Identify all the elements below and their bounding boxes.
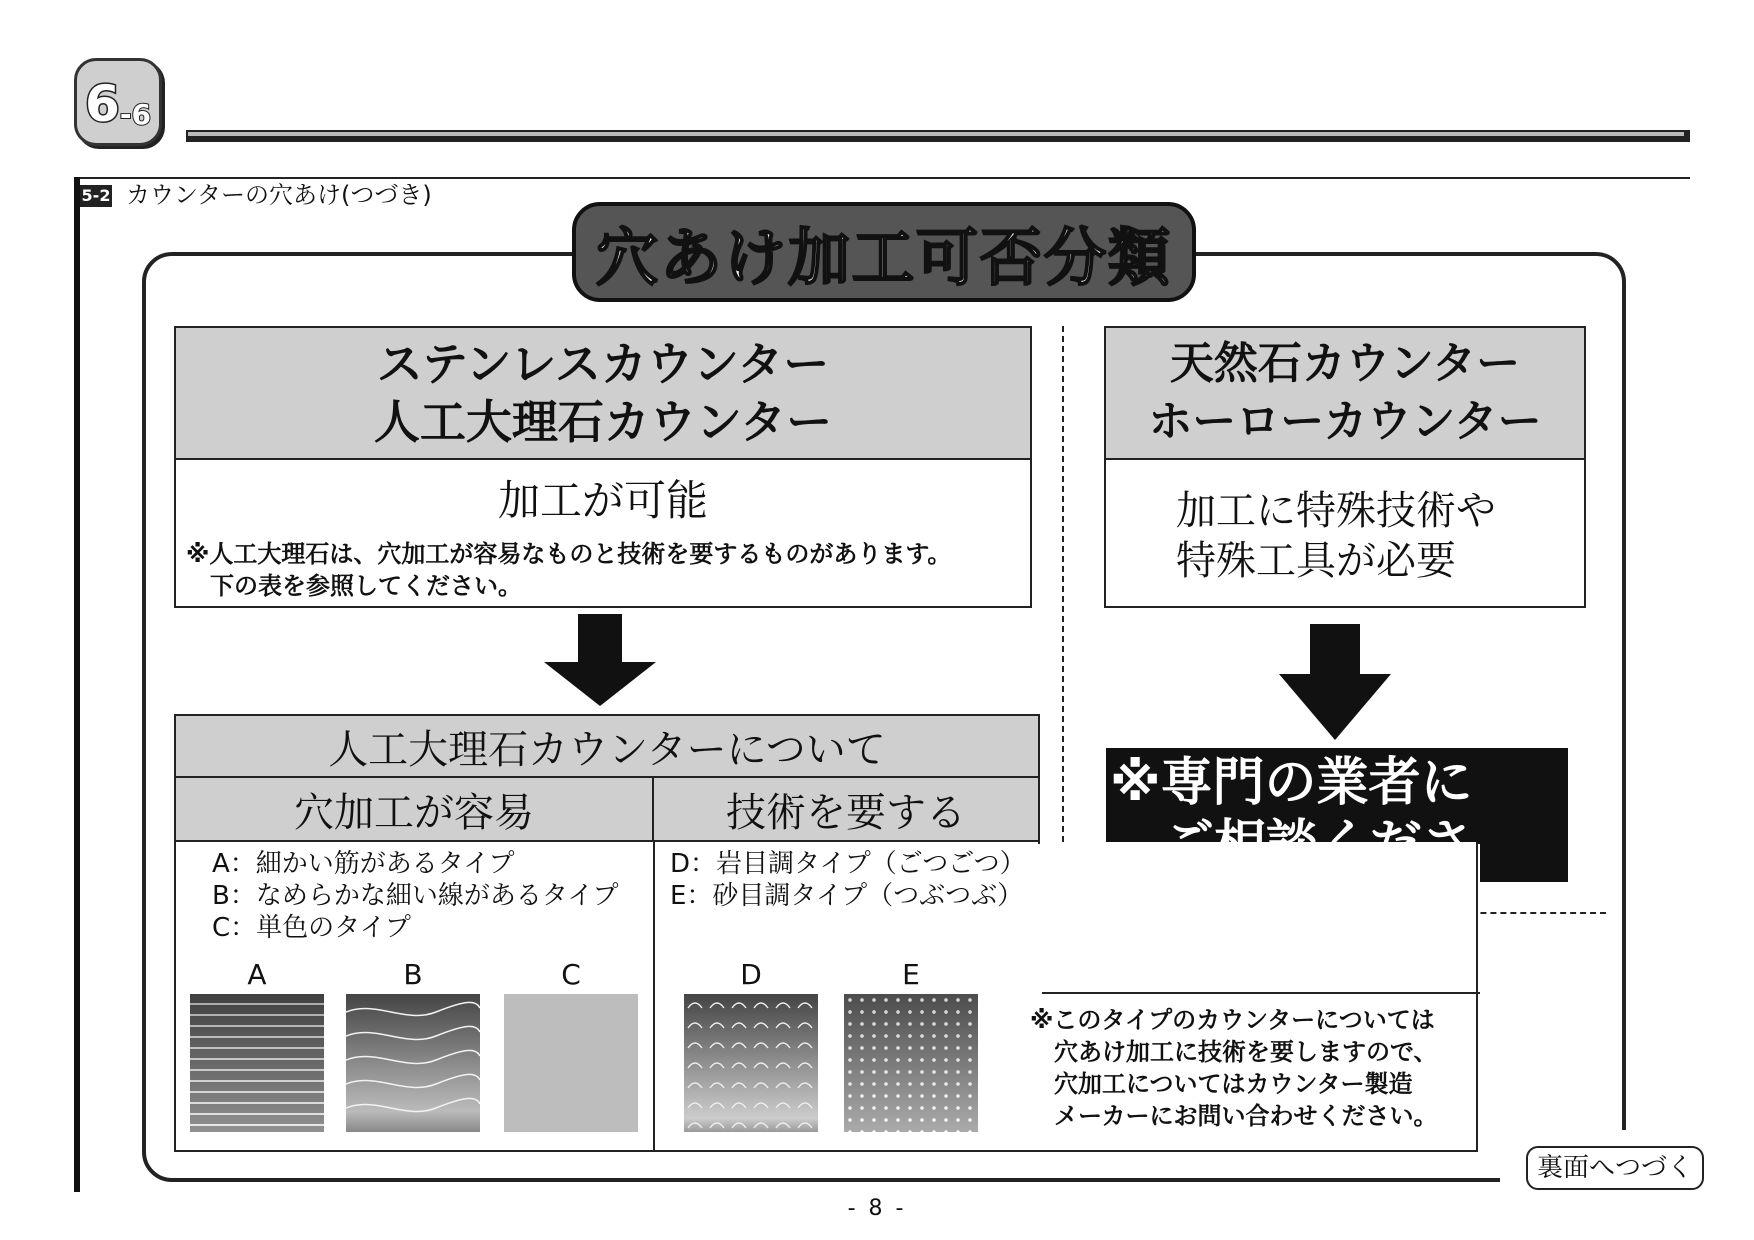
- hard-type-list: [670, 848, 1026, 912]
- note-line: 穴加工についてはカウンター製造: [1054, 1070, 1413, 1098]
- section-number: 6: [85, 75, 120, 133]
- swatch-label-a: A: [247, 958, 267, 991]
- stainless-artificial-marble-heading: [174, 326, 1032, 460]
- hard-column-header: 技術を要する: [654, 778, 1038, 842]
- processable-panel: [174, 458, 1032, 608]
- special-tech-result: [1176, 486, 1496, 586]
- list-item: D：岩目調タイプ（ごつごつ）: [670, 849, 1026, 879]
- heading-line-natural-stone: 天然石カウンター: [1169, 338, 1521, 389]
- down-arrow-right-stem: [1310, 624, 1360, 676]
- note-line: メーカーにお問い合わせください。: [1054, 1102, 1438, 1130]
- consult-line-1: ※専門の業者に: [1110, 753, 1473, 813]
- swatch-b-smooth-lines: [346, 994, 480, 1132]
- page-number: - 8 -: [847, 1196, 907, 1221]
- down-arrow-right-icon: [1279, 674, 1391, 740]
- easy-column-header: 穴加工が容易: [176, 778, 654, 842]
- page-title: 穴あけ加工可否分類: [572, 202, 1196, 302]
- result-line-1: 加工に特殊技術や: [1176, 488, 1496, 534]
- subsection-title: カウンターの穴あけ(つづき): [126, 181, 432, 209]
- section-badge: [74, 58, 162, 146]
- note-line-1: ※人工大理石は、穴加工が容易なものと技術を要するものがあります。: [186, 540, 952, 568]
- table-title: 人工大理石カウンターについて: [176, 716, 1038, 778]
- easy-type-list: [212, 848, 619, 944]
- swatch-a-fine-lines: [190, 994, 324, 1132]
- heading-line-stainless: ステンレスカウンター: [376, 337, 830, 391]
- divider-dashed-vertical: [1062, 326, 1064, 912]
- list-item: A：細かい筋があるタイプ: [212, 849, 515, 879]
- swatch-c-solid: [504, 994, 638, 1132]
- header-rule: [186, 130, 1690, 142]
- heading-line-enamel: ホーローカウンター: [1148, 396, 1542, 447]
- down-arrow-left-stem: [578, 614, 622, 664]
- down-arrow-left-icon: [544, 662, 656, 706]
- processable-result: 加工が可能: [497, 476, 708, 525]
- list-item: B：なめらかな細い線があるタイプ: [212, 881, 619, 911]
- heading-line-artificial-marble: 人工大理石カウンター: [373, 395, 833, 449]
- note-line-2: 下の表を参照してください。: [210, 572, 522, 600]
- natural-stone-enamel-heading: [1104, 326, 1586, 460]
- swatch-d-rocky: [684, 994, 818, 1132]
- result-line-2: 特殊工具が必要: [1176, 538, 1456, 584]
- list-item: C：単色のタイプ: [212, 913, 411, 943]
- list-item: E：砂目調タイプ（つぶつぶ）: [670, 881, 1024, 911]
- left-margin-bar: [74, 177, 80, 1192]
- hard-type-note: [1030, 1004, 1438, 1132]
- subsection-number-icon: 5-2: [81, 186, 111, 205]
- table-note-extension-top: [1038, 992, 1480, 994]
- swatch-label-e: E: [902, 958, 920, 991]
- special-tech-panel: [1104, 458, 1586, 608]
- continue-on-back-label: 裏面へつづく: [1526, 1146, 1704, 1190]
- table-column-divider: [653, 840, 655, 1152]
- swatch-e-sandy: [844, 994, 978, 1132]
- swatch-label-d: D: [740, 958, 762, 991]
- artificial-marble-note: [186, 538, 951, 602]
- swatch-label-c: C: [561, 958, 581, 991]
- section-subnumber: -6: [119, 98, 151, 131]
- note-line: ※このタイプのカウンターについては: [1030, 1006, 1435, 1034]
- rocky-pattern-graphic: [684, 994, 818, 1132]
- subsection-rule: [74, 177, 1690, 179]
- wavy-lines-graphic: [346, 994, 480, 1132]
- note-line: 穴あけ加工に技術を要しますので、: [1054, 1038, 1438, 1066]
- swatch-label-b: B: [403, 958, 423, 991]
